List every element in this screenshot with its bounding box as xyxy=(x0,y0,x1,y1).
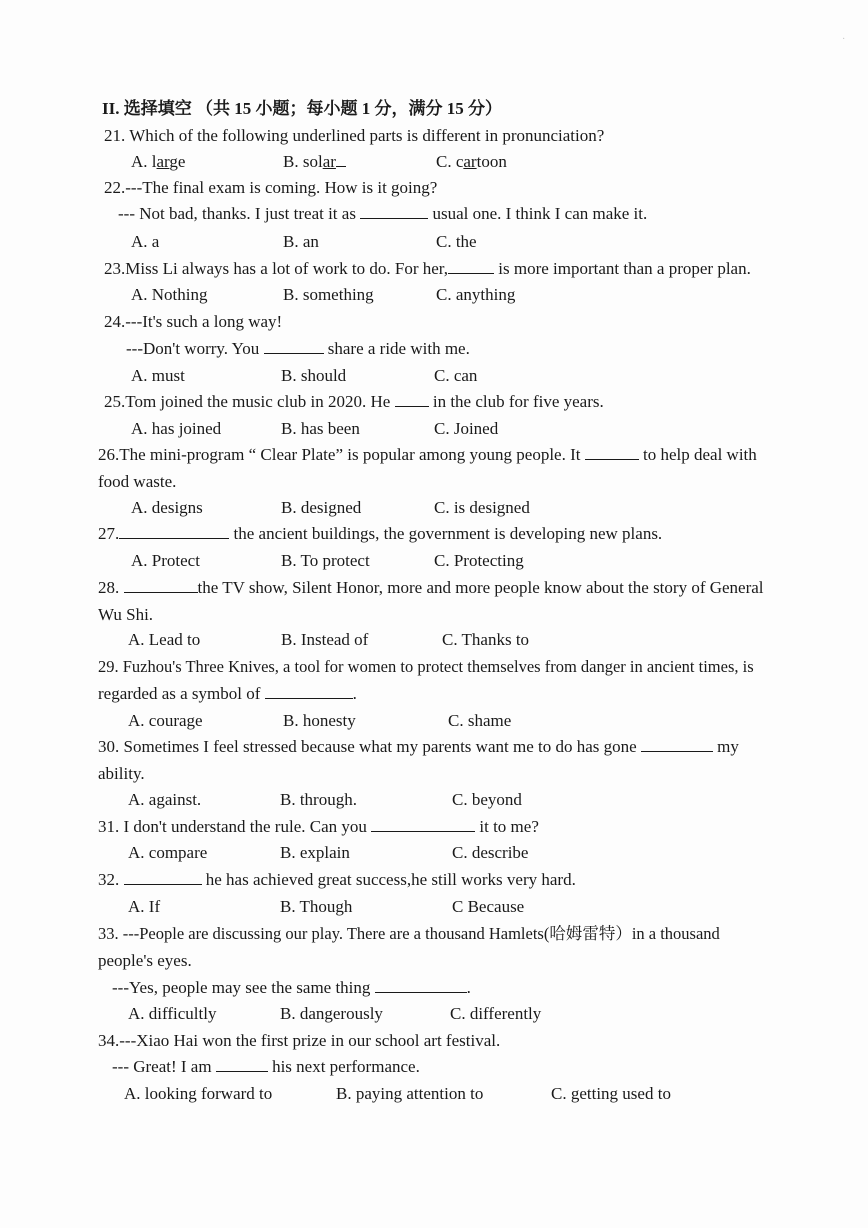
q33-blank xyxy=(375,978,467,993)
q30-option-a: A. against. xyxy=(128,790,202,809)
q24-stem: 24.---It's such a long way! xyxy=(104,312,283,331)
q28-stem: 28. the TV show, Silent Honor, more and more people know about the story of General xyxy=(98,578,764,597)
q24-option-a: A. must xyxy=(131,366,185,385)
q22-option-c: C. the xyxy=(436,232,477,251)
q26-option-c: C. is designed xyxy=(434,498,530,517)
q26-option-b: B. designed xyxy=(281,498,362,517)
q29-option-c: C. shame xyxy=(448,711,512,730)
q21-stem: 21. Which of the following underlined parts is different in pronunciation? xyxy=(104,126,605,145)
q33-option-a: A. difficultly xyxy=(128,1004,217,1023)
q31-blank xyxy=(371,817,475,832)
q22-stem: 22.---The final exam is coming. How is it going? xyxy=(104,178,438,197)
q24-option-b: B. should xyxy=(281,366,347,385)
q28-option-b: B. Instead of xyxy=(281,630,369,649)
q32-option-c: C Because xyxy=(452,897,525,916)
q24-blank xyxy=(264,339,324,354)
q23-option-a: A. Nothing xyxy=(131,285,208,304)
q22-dialogue: --- Not bad, thanks. I just treat it as usual one. I think I can make it. xyxy=(118,204,648,223)
q27-stem: 27. the ancient buildings, the government is developing new plans. xyxy=(98,524,663,543)
q33-stem-continued: people's eyes. xyxy=(98,951,192,970)
q25-option-a: A. has joined xyxy=(131,419,222,438)
q34-option-b: B. paying attention to xyxy=(336,1084,484,1103)
q31-stem: 31. I don't understand the rule. Can you it to me? xyxy=(98,817,539,836)
q29-stem-continued: regarded as a symbol of . xyxy=(98,684,357,703)
q23-stem: 23.Miss Li always has a lot of work to do. For her, is more important than a proper plan. xyxy=(104,259,751,278)
q33-option-b: B. dangerously xyxy=(280,1004,383,1023)
q25-option-b: B. has been xyxy=(281,419,360,438)
q30-blank xyxy=(641,737,713,752)
q23-option-b: B. something xyxy=(283,285,374,304)
q22-option-a: A. a xyxy=(131,232,160,251)
q32-option-b: B. Though xyxy=(280,897,353,916)
q27-option-a: A. Protect xyxy=(131,551,200,570)
q26-stem: 26.The mini-program “ Clear Plate” is popular among young people. It to help deal with xyxy=(98,445,757,464)
q27-option-b: B. To protect xyxy=(281,551,370,570)
q30-stem-continued: ability. xyxy=(98,764,145,783)
q31-option-b: B. explain xyxy=(280,843,350,862)
q28-option-a: A. Lead to xyxy=(128,630,201,649)
q21-option-c: C. cartoon xyxy=(436,152,507,171)
q34-option-c: C. getting used to xyxy=(551,1084,671,1103)
q30-option-c: C. beyond xyxy=(452,790,522,809)
q33-stem: 33. ---People are discussing our play. There are a thousand Hamlets(哈姆雷特）in a thousand xyxy=(98,924,720,943)
q28-stem-continued: Wu Shi. xyxy=(98,605,154,624)
q33-option-c: C. differently xyxy=(450,1004,542,1023)
q29-stem: 29. Fuzhou's Three Knives, a tool for women to protect themselves from danger in ancient times, is xyxy=(98,657,754,676)
q26-blank xyxy=(585,445,639,460)
q25-option-c: C. Joined xyxy=(434,419,499,438)
q32-option-a: A. If xyxy=(128,897,161,916)
q29-option-a: A. courage xyxy=(128,711,203,730)
q26-stem-continued: food waste. xyxy=(98,472,177,491)
q28-option-c: C. Thanks to xyxy=(442,630,530,649)
q30-stem: 30. Sometimes I feel stressed because what my parents want me to do has gone my xyxy=(98,737,739,756)
q27-option-c: C. Protecting xyxy=(434,551,524,570)
q32-blank xyxy=(124,870,202,885)
q24-dialogue: ---Don't worry. You share a ride with me. xyxy=(126,339,470,358)
q27-blank xyxy=(119,524,229,539)
q34-stem: 34.---Xiao Hai won the first prize in our school art festival. xyxy=(98,1031,501,1050)
q23-option-c: C. anything xyxy=(436,285,516,304)
q30-option-b: B. through. xyxy=(280,790,357,809)
q25-stem: 25.Tom joined the music club in 2020. He in the club for five years. xyxy=(104,392,604,411)
section-title: 选择填空 xyxy=(123,99,192,118)
q21-option-a: A. large xyxy=(131,152,186,171)
q26-option-a: A. designs xyxy=(131,498,203,517)
q34-blank xyxy=(216,1057,268,1072)
q25-blank xyxy=(395,392,429,407)
q24-option-c: C. can xyxy=(434,366,478,385)
q22-blank xyxy=(360,204,428,219)
q29-option-b: B. honesty xyxy=(283,711,356,730)
q32-stem: 32. he has achieved great success,he still works very hard. xyxy=(98,870,576,889)
q22-option-b: B. an xyxy=(283,232,319,251)
section-header xyxy=(102,99,502,119)
q23-blank xyxy=(448,259,494,274)
section-note: （共 15 小题；每小题 1 分，满分 15 分） xyxy=(195,99,502,118)
q21-option-b: B. solar xyxy=(283,152,346,172)
q31-option-a: A. compare xyxy=(128,843,208,862)
section-number: II. xyxy=(102,99,120,118)
scan-artifact-mark: · xyxy=(842,34,846,45)
q33-dialogue: ---Yes, people may see the same thing . xyxy=(112,978,471,997)
q29-blank xyxy=(265,684,353,699)
q34-dialogue: --- Great! I am his next performance. xyxy=(112,1057,420,1076)
q34-option-a: A. looking forward to xyxy=(124,1084,273,1103)
q31-option-c: C. describe xyxy=(452,843,529,862)
q28-blank xyxy=(124,578,198,593)
